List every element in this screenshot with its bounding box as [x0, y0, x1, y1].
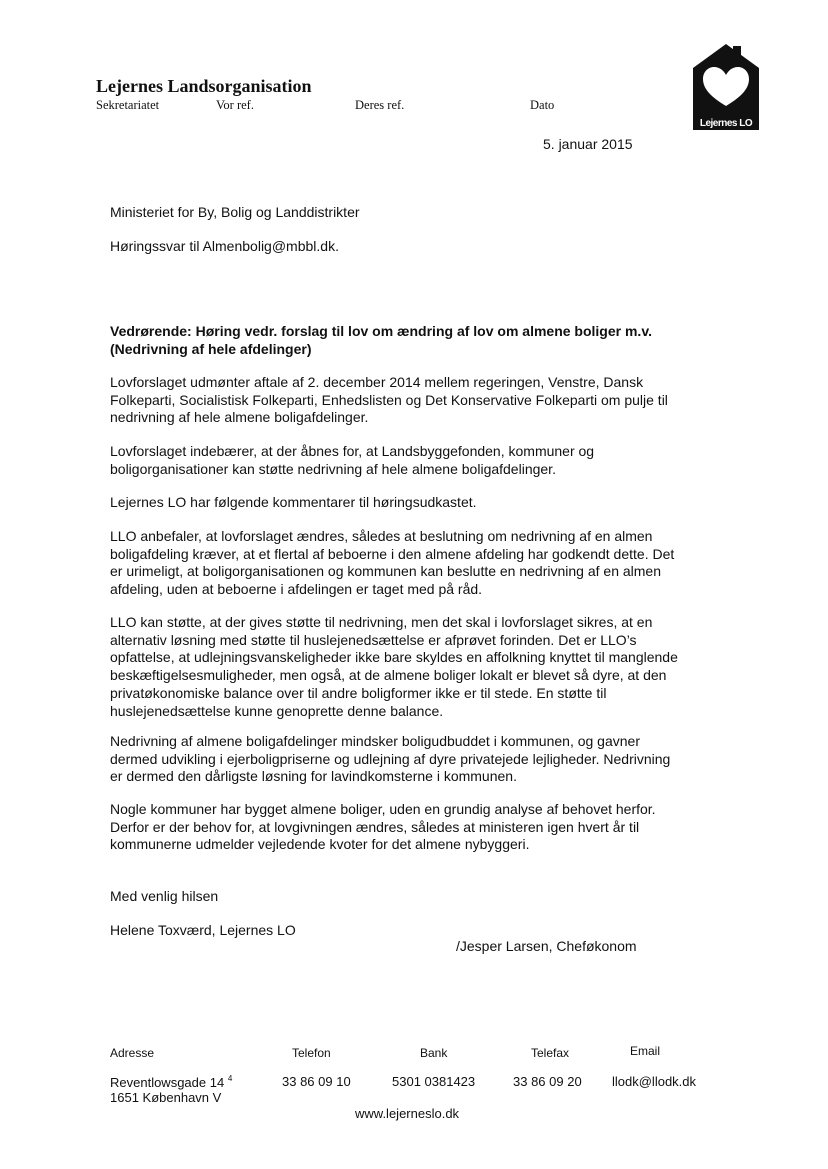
footer-email-label: Email — [630, 1044, 661, 1058]
text-line: opfattelse, at udlejningsvanskeligheder ikke bare skyldes en affolkning knyttet til manglende — [110, 649, 678, 666]
footer-address-line1: Reventlowsgade 14 — [110, 1075, 225, 1090]
footer-fax: 33 86 09 20 — [513, 1074, 582, 1089]
paragraph-6 — [110, 733, 730, 786]
signature-left: Helene Toxværd, Lejernes LO — [110, 922, 296, 938]
text-line: LLO anbefaler, at lovforslaget ændres, således at beslutning om nedrivning af en almen — [110, 528, 653, 544]
text-line: boligorganisationer kan støtte nedrivning af hele almene boligafdelinger. — [110, 460, 556, 477]
footer-phone: 33 86 09 10 — [282, 1074, 351, 1089]
text-line: er dermed den dårligste løsning for lavindkomsterne i kommunen. — [110, 768, 517, 785]
footer-address — [110, 1074, 232, 1105]
footer-address-line2: 1651 København V — [110, 1090, 222, 1105]
text-line: privatøkonomiske balance over til andre boligformer ikke er til stede. En støtte til — [110, 684, 607, 701]
text-line: nedrivning af hele almene boligafdelinger. — [110, 409, 369, 426]
text-line: Derfor er der behov for, at lovgivningen ændres, således at ministeren igen hvert år til — [110, 818, 640, 835]
letter-date: 5. januar 2015 — [543, 136, 633, 152]
text-line: afdeling, uden at beboerne i afdelingen er taget med på råd. — [110, 581, 483, 598]
subject-line: Vedrørende: Høring vedr. forslag til lov om ændring af lov om almene boliger m.v. — [110, 323, 652, 339]
organization-name: Lejernes Landsorganisation — [96, 76, 312, 96]
secretariat-label: Sekretariatet — [96, 98, 160, 112]
text-line: Lovforslaget udmønter aftale af 2. december 2014 mellem regeringen, Venstre, Dansk — [110, 374, 644, 390]
text-line: Nedrivning af almene boligafdelinger mindsker boligudbuddet i kommunen, og gavner — [110, 733, 640, 749]
signature-right: /Jesper Larsen, Cheføkonom — [456, 938, 637, 954]
reply-to-line: Høringssvar til Almenbolig@mbbl.dk. — [110, 238, 339, 254]
our-ref-label: Vor ref. — [216, 98, 254, 112]
text-line: Lovforslaget indebærer, at der åbnes for, at Landsbyggefonden, kommuner og — [110, 443, 595, 459]
your-ref-label: Deres ref. — [355, 98, 405, 112]
date-label: Dato — [530, 98, 555, 112]
text-line: kommunerne udmelder vejledende kvoter for det almene nybyggeri. — [110, 836, 530, 853]
text-line: er urimeligt, at boligorganisationen og kommunen kan beslutte en nedrivning af en almen — [110, 563, 662, 580]
footer-bank: 5301 0381423 — [392, 1074, 476, 1089]
text-line: dermed udvikling i ejerboligpriserne og udlejning af dyre privatejede lejligheder. Nedrivning — [110, 750, 671, 767]
footer-address-label: Adresse — [110, 1046, 155, 1060]
footer-email[interactable]: llodk@llodk.dk — [612, 1074, 697, 1089]
footer-website[interactable]: www.lejerneslo.dk — [355, 1106, 460, 1121]
paragraph-1 — [110, 374, 730, 427]
subject-line: (Nedrivning af hele afdelinger) — [110, 341, 312, 357]
paragraph-7 — [110, 801, 730, 854]
footer-fax-label: Telefax — [531, 1046, 570, 1060]
footer-address-sup: 4 — [227, 1074, 233, 1083]
footer-bank-label: Bank — [420, 1046, 448, 1060]
subject-heading — [110, 322, 652, 358]
logo-text: Lejernes LO — [699, 118, 753, 129]
paragraph-5 — [110, 614, 730, 720]
text-line: Nogle kommuner har bygget almene boliger, uden en grundig analyse af behovet herfor. — [110, 801, 656, 817]
text-line: alternativ løsning med støtte til huslejenedsættelse er afprøvet forinden. Det er LLO’s — [110, 631, 637, 648]
paragraph-2 — [110, 443, 730, 478]
text-line: Folkeparti, Socialistisk Folkeparti, Enhedslisten og Det Konservative Folkeparti om pulje til — [110, 391, 668, 408]
text-line: beskæftigelsesmuligheder, men også, at de almene boliger lokalt er blevet så dyre, at den — [110, 667, 667, 684]
paragraph-4 — [110, 528, 730, 599]
footer-phone-label: Telefon — [292, 1046, 331, 1060]
text-line: LLO kan støtte, at der gives støtte til nedrivning, men det skal i lovforslaget sikres, at en — [110, 614, 653, 630]
closing: Med venlig hilsen — [110, 888, 219, 904]
text-line: huslejenedsættelse kunne genoprette denne balance. — [110, 702, 444, 719]
paragraph-3 — [110, 494, 730, 512]
text-line: boligafdeling kræver, at et flertal af beboerne i den almene afdeling har godkendt dette. Det — [110, 545, 675, 562]
recipient: Ministeriet for By, Bolig og Landdistrikter — [110, 204, 360, 220]
text-line: Lejernes LO har følgende kommentarer til høringsudkastet. — [110, 494, 477, 510]
